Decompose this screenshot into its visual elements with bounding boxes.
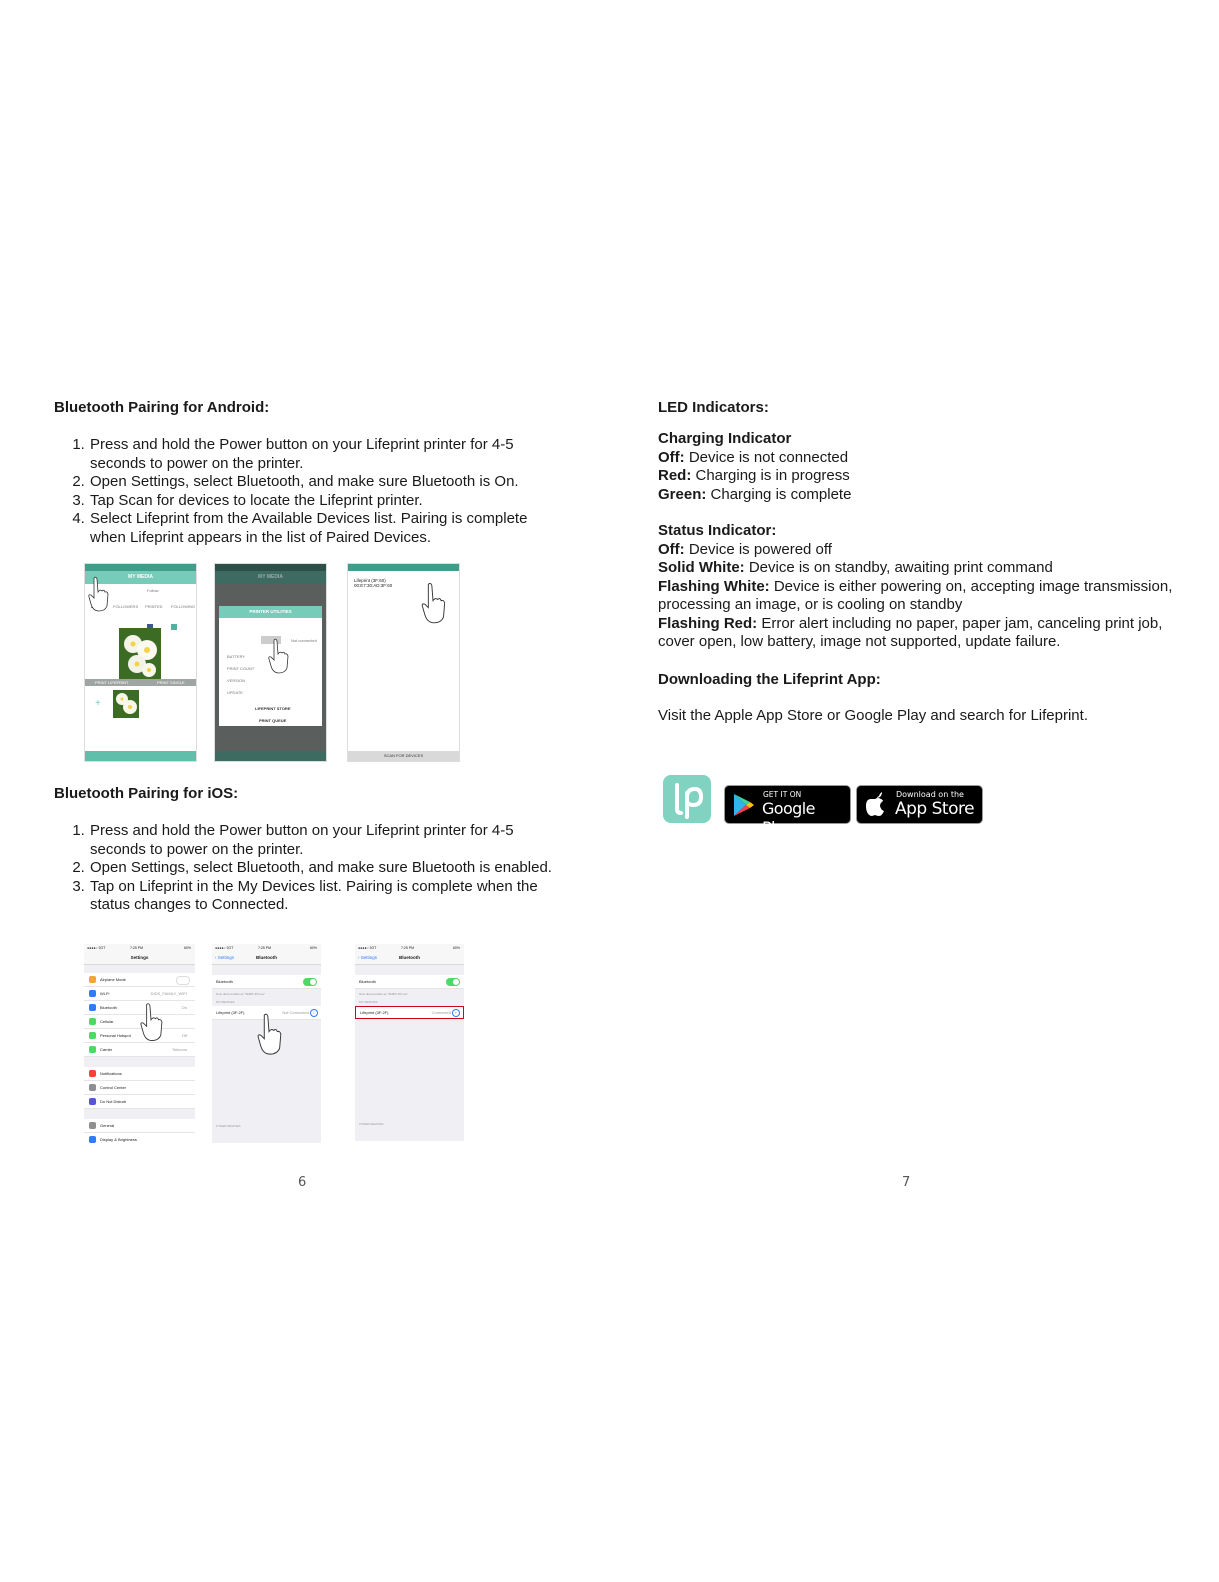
android-step: 3. Tap Scan for devices to locate the Lifeprint printer.: [89, 492, 554, 511]
app-store-badge[interactable]: [856, 785, 983, 824]
android-step: 4. Select Lifeprint from the Available Devices list. Pairing is complete when Lifeprint appears in the list of Paired Devices.: [89, 510, 554, 547]
screen-title: MY MEDIA: [215, 571, 326, 584]
left-page: [54, 398, 554, 547]
settings-row-wifi[interactable]: Wi-Fi DIDS_FAMILY_WIFI: [84, 987, 195, 1001]
page-number-right: 7: [902, 1175, 911, 1190]
print-single-button[interactable]: PRINT SINGLE: [157, 680, 185, 685]
led-heading: LED Indicators:: [658, 399, 769, 416]
scan-for-devices-button[interactable]: SCAN FOR DEVICES: [348, 751, 459, 761]
app-store-small-text: Download on the: [896, 790, 964, 799]
gear-icon: [89, 1122, 96, 1129]
back-button[interactable]: ‹ Settings: [358, 955, 378, 960]
screen-title: MY MEDIA: [85, 571, 196, 584]
status-battery: 60%: [309, 946, 317, 950]
status-flashing-red: Flashing Red: Error alert including no paper, paper jam, canceling print job, cover open, low battery, image not supported, update failure.: [658, 614, 1163, 650]
display-icon: [89, 1136, 96, 1143]
lifeprint-logo: [663, 775, 711, 823]
settings-row-general[interactable]: General: [84, 1119, 195, 1133]
notifications-icon: [89, 1070, 96, 1077]
settings-row-bluetooth[interactable]: Bluetooth On: [84, 1001, 195, 1015]
charging-red: Red: Charging is in progress: [658, 467, 850, 484]
status-carrier: ●●●●○ 3GT: [215, 946, 234, 950]
ios-screenshot-settings: [84, 944, 195, 1143]
bottom-tab-bar[interactable]: [85, 751, 196, 761]
settings-row-dnd[interactable]: Do Not Disturb: [84, 1095, 195, 1109]
stat-label: PRINTED: [145, 604, 163, 609]
settings-row-carrier[interactable]: Carrier Telecom: [84, 1043, 195, 1057]
google-play-icon: [733, 793, 755, 817]
app-store-text: App Store: [895, 799, 975, 819]
other-devices-label: OTHER DEVICES: [359, 1122, 384, 1126]
android-step: 1. Press and hold the Power button on your Lifeprint printer for 4-5 seconds to power on the printer.: [89, 436, 554, 473]
settings-row-control-center[interactable]: Control Center: [84, 1081, 195, 1095]
hand-pointer-icon: [420, 582, 446, 624]
ios-step: 1. Press and hold the Power button on your Lifeprint printer for 4-5 seconds to power on the printer.: [89, 822, 554, 859]
status-battery: 60%: [183, 946, 191, 950]
other-devices-label: OTHER DEVICES: [216, 1124, 241, 1128]
my-devices-label: MY DEVICES: [216, 1000, 235, 1004]
connection-status: Not connected: [291, 638, 317, 643]
android-screenshot-scan-devices: [347, 563, 460, 762]
utility-item[interactable]: VERSION: [227, 678, 246, 683]
settings-row-display[interactable]: Display & Brightness: [84, 1133, 195, 1143]
hand-pointer-icon: [256, 1012, 282, 1056]
status-solid-white: Solid White: Device is on standby, awaiting print command: [658, 559, 1053, 576]
ios-screenshot-bluetooth-connected: [355, 944, 464, 1141]
android-screenshot-my-media: [84, 563, 197, 762]
charging-heading: Charging Indicator: [658, 430, 792, 447]
status-time: 7:25 PM: [401, 946, 415, 950]
google-play-small-text: GET IT ON: [763, 790, 802, 799]
bluetooth-toggle[interactable]: [303, 978, 317, 986]
apple-icon: [865, 792, 885, 816]
status-off: Off: Device is powered off: [658, 540, 832, 558]
discoverable-note: Now discoverable as "BoBPi iPhone": [216, 992, 266, 996]
thumbnail-photo: [113, 690, 139, 718]
wifi-icon: [89, 990, 96, 997]
bottom-tab-bar[interactable]: [215, 751, 326, 761]
back-button[interactable]: ‹ Settings: [215, 955, 235, 960]
page-number-left: 6: [298, 1175, 307, 1190]
bluetooth-toggle[interactable]: [446, 978, 460, 986]
hand-pointer-icon: [87, 576, 109, 612]
print-queue-button[interactable]: PRINT QUEUE: [259, 718, 287, 723]
nav-title: Bluetooth: [399, 955, 420, 960]
carrier-icon: [89, 1046, 96, 1053]
right-page: [658, 398, 1178, 725]
flower-photo: [119, 628, 161, 684]
add-icon[interactable]: +: [95, 698, 101, 709]
bluetooth-toggle-row[interactable]: Bluetooth: [212, 975, 321, 989]
ios-steps: [54, 822, 554, 915]
android-screenshot-printer-utilities: [214, 563, 327, 762]
ios-step: 3. Tap on Lifeprint in the My Devices list. Pairing is complete when the status changes to Connected.: [89, 878, 554, 915]
status-battery: 60%: [452, 946, 460, 950]
cellular-icon: [89, 1018, 96, 1025]
settings-row-airplane[interactable]: Airplane Mode: [84, 973, 195, 987]
android-steps: [54, 436, 554, 547]
settings-row-cellular[interactable]: Cellular: [84, 1015, 195, 1029]
nav-title: Bluetooth: [256, 955, 277, 960]
charging-green: Green: Charging is complete: [658, 485, 852, 503]
bluetooth-toggle-row[interactable]: Bluetooth: [355, 975, 464, 989]
lifeprint-store-button[interactable]: LIFEPRINT STORE: [255, 706, 291, 711]
device-row-lifeprint[interactable]: Lifeprint (3F:2F) Not Connected i: [212, 1006, 321, 1020]
utility-item[interactable]: PRINT COUNT: [227, 666, 255, 671]
control-center-icon: [89, 1084, 96, 1091]
status-heading: Status Indicator:: [658, 522, 777, 539]
status-time: 7:25 PM: [258, 946, 272, 950]
charging-off: Off: Device is not connected: [658, 448, 849, 466]
moon-icon: [89, 1098, 96, 1105]
hand-pointer-icon: [267, 638, 289, 674]
dialog-title: PRINTER UTILITIES: [219, 606, 322, 618]
status-carrier: ●●●●○ 3GT: [358, 946, 377, 950]
device-mac: 00:E7:30:AD:3F:60: [354, 583, 393, 588]
bluetooth-nav: [355, 952, 464, 965]
status-carrier: ●●●●○ 3GT: [87, 946, 106, 950]
follow-label: Follow: [147, 588, 159, 593]
bluetooth-nav: [212, 952, 321, 965]
info-icon[interactable]: i: [452, 1009, 460, 1017]
android-heading: Bluetooth Pairing for Android:: [54, 399, 270, 416]
airplane-icon: [89, 976, 96, 983]
hotspot-icon: [89, 1032, 96, 1039]
android-step: 2. Open Settings, select Bluetooth, and make sure Bluetooth is On.: [89, 473, 554, 492]
status-flashing-white: Flashing White: Device is either powering on, accepting image transmission, processing an image, or is cooling on standby: [658, 577, 1173, 613]
info-icon[interactable]: i: [310, 1009, 318, 1017]
google-play-badge[interactable]: [724, 785, 851, 837]
bluetooth-icon: [89, 1004, 96, 1011]
my-devices-label: MY DEVICES: [359, 1000, 378, 1004]
download-heading: Downloading the Lifeprint App:: [658, 670, 881, 688]
device-row-lifeprint-connected[interactable]: Lifeprint (3F:2F) Connected i: [355, 1006, 464, 1019]
download-text: Visit the Apple App Store or Google Play and search for Lifeprint.: [658, 706, 1088, 724]
ios-step: 2. Open Settings, select Bluetooth, and make sure Bluetooth is enabled.: [89, 859, 554, 878]
settings-row-hotspot[interactable]: Personal Hotspot Off: [84, 1029, 195, 1043]
google-play-text: Google Play: [762, 799, 815, 837]
utility-item[interactable]: UPDATE: [227, 690, 243, 695]
settings-title: Settings: [84, 952, 195, 965]
ios-screenshot-bluetooth-not-connected: [212, 944, 321, 1143]
hand-pointer-icon: [139, 1002, 163, 1042]
utility-item[interactable]: BATTERY: [227, 654, 246, 659]
discoverable-note: Now discoverable as "BoBPi iPhone": [359, 992, 409, 996]
device-name[interactable]: Lifeprint (3F:60): [354, 578, 386, 583]
settings-row-notifications[interactable]: Notifications: [84, 1067, 195, 1081]
stat-label: FOLLOWERS: [113, 604, 139, 609]
ios-heading: Bluetooth Pairing for iOS:: [54, 785, 239, 802]
print-lifeprint-button[interactable]: PRINT LIFEPRINT: [95, 680, 129, 685]
stat-label: FOLLOWING: [171, 604, 196, 609]
ios-section: [54, 784, 554, 915]
status-time: 7:25 PM: [130, 946, 144, 950]
